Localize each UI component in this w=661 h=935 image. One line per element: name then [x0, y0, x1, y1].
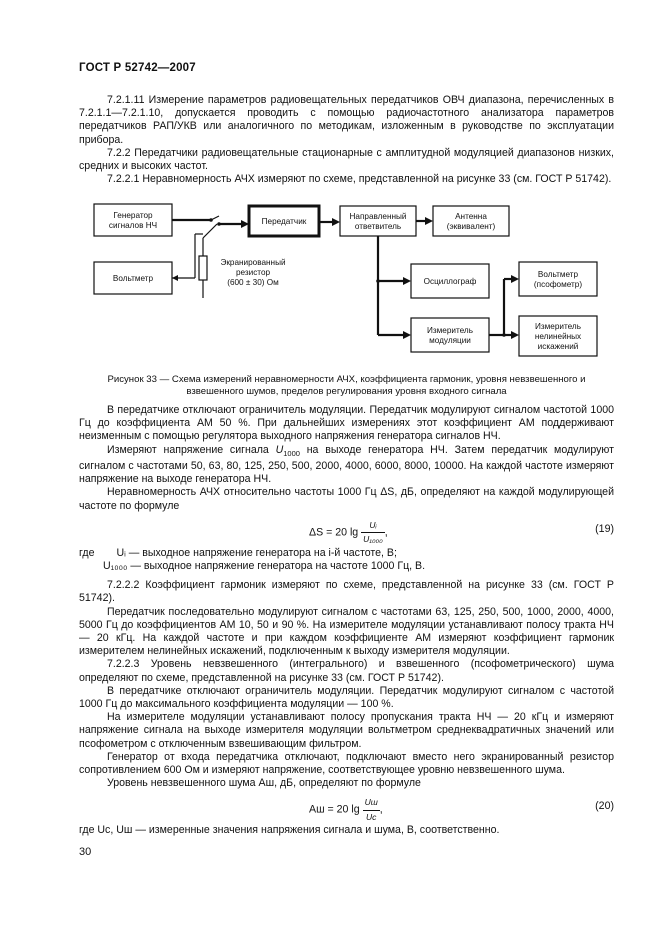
- paragraph-nonuniformity: Неравномерность АЧХ относительно частоты 1000 Гц ΔS, дБ, определяют на каждой модулирующей частоте по формуле: [79, 486, 614, 512]
- formula-19-fraction: [361, 519, 385, 546]
- label-transmitter: Передатчик: [261, 217, 307, 226]
- formula-20: [79, 790, 614, 824]
- label-mod-meter-1: Измеритель: [427, 326, 473, 335]
- arrow-to-voltmeter: [172, 275, 178, 281]
- page-number: 30: [79, 846, 92, 858]
- box-generator: [94, 204, 172, 236]
- box-antenna: [433, 206, 509, 236]
- paragraph-generator-off: Генератор от входа передатчика отключают, подключают вместо него экранированный резистор сопротивлением 600 Ом и измеряют напряжение, соответствующее уровню невзвешенного шума.: [79, 750, 614, 776]
- label-mod-meter-2: модуляции: [429, 336, 471, 345]
- paragraph-7-2-2-2: 7.2.2.2 Коэффициент гармоник измеряют по схеме, представленной на рисунке 33 (см. ГОСТ Р 51742).: [79, 579, 614, 605]
- label-distortion-3: искажений: [537, 342, 579, 351]
- label-antenna-2: (эквивалент): [446, 222, 496, 231]
- p5-end: на выходе генератора НЧ. Затем передатчик модулируют сигналом с частотами 50, 63, 80, 125, 250, 500, 2000, 4000, 6000, 8000, 10000. На каждой частоте измеряют напряжение на выходе генератора НЧ.: [79, 443, 614, 486]
- label-resistor-3: (600 ± 30) Ом: [227, 278, 279, 287]
- label-psofometer-1: Вольтметр: [537, 270, 579, 279]
- label-distortion-1: Измеритель: [535, 322, 581, 331]
- arrow-to-distortion: [511, 331, 519, 339]
- figure-caption: Рисунок 33 — Схема измерений неравномерности АЧХ, коэффициента гармоник, уровня невзвешенного и взвешенного шумов, пределов регулирования уровня входного сигнала: [107, 374, 586, 398]
- label-generator-2: сигналов НЧ: [108, 221, 158, 230]
- formula-20-fraction: [363, 796, 380, 823]
- paragraph-7-2-2: 7.2.2 Передатчики радиовещательные стационарные с амплитудной модуляцией диапазонов низких, средних и высоких частот.: [79, 146, 614, 173]
- paragraph-7-2-2-3: 7.2.2.3 Уровень невзвешенного (интегрального) и взвешенного (псофометрического) шума определяют по схеме, представленной на рисунке 33 (см. ГОСТ Р 51742).: [79, 658, 614, 684]
- formula-20-lhs: Aш = 20 lg: [309, 803, 360, 816]
- formula-20-number: (20): [595, 800, 614, 813]
- paragraph-limiter: В передатчике отключают ограничитель модуляции. Передатчик модулируют сигналом частотой 1000 Гц до коэффициента АМ 50 %. При дальнейших измерениях этот коэффициент АМ поддерживают неизменным с помощью регулятора выходного напряжения генератора сигналов НЧ.: [79, 404, 614, 443]
- figure-33-diagram: [79, 194, 614, 372]
- paragraph-measure-u1000: [79, 444, 614, 487]
- p5-symbol: U: [275, 443, 284, 456]
- arrow-to-mod-meter: [403, 331, 411, 339]
- text-block-main: [79, 404, 614, 838]
- arrow-to-psofometer: [511, 275, 519, 283]
- formula-20-numerator: Uш: [363, 796, 380, 810]
- document-header: ГОСТ Р 52742—2007: [79, 62, 196, 74]
- paragraph-harmonics: Передатчик последовательно модулируют сигналом с частотами 63, 125, 250, 500, 1000, 2000, 4000, 5000 Гц до коэффициентов АМ 10, 50 и 90 %. На измерителе модуляции устанавливают полосу тракта НЧ — 20 кГц. На каждой частоте и при каждом коэффициенте АМ измеряют коэффициент гармоник измерителем нелинейных искажений, подключенным к выходу измерителя модуляции.: [79, 605, 614, 658]
- p5-subscript: 1000: [283, 448, 300, 458]
- formula-19-number: (19): [595, 522, 614, 535]
- p5-start: Измеряют напряжение сигнала: [107, 443, 276, 456]
- where-word: где: [79, 546, 95, 559]
- label-voltmeter: Вольтметр: [112, 274, 154, 283]
- formula-19-tail: ,: [384, 526, 388, 539]
- label-oscilloscope: Осциллограф: [423, 277, 477, 286]
- where-line-3: где Uс, Uш — измеренные значения напряжения сигнала и шума, В, соответственно.: [79, 824, 500, 837]
- where-ui: Uᵢ — выходное напряжение генератора на i-й частоте, В;: [116, 546, 397, 559]
- label-coupler-2: ответвитель: [354, 222, 402, 231]
- box-mod-meter: [411, 318, 489, 352]
- label-antenna-1: Антенна: [455, 212, 487, 221]
- box-coupler: [340, 206, 416, 236]
- formula-19-numerator: Uᵢ: [361, 519, 385, 533]
- label-resistor-2: резистор: [235, 268, 271, 277]
- arrow-to-oscilloscope: [403, 277, 411, 285]
- where-line-2: U₁₀₀₀ — выходное напряжение генератора на частоте 1000 Гц, В.: [103, 559, 426, 572]
- formula-19: [79, 513, 614, 547]
- arrow-to-coupler: [332, 218, 340, 226]
- formula-19-denominator: U₁₀₀₀: [363, 533, 383, 544]
- paragraph-noise-level: Уровень невзвешенного шума Aш, дБ, определяют по формуле: [107, 777, 421, 790]
- formula-20-tail: ,: [379, 803, 383, 816]
- paragraph-7-2-2-1: 7.2.2.1 Неравномерность АЧХ измеряют по схеме, представленной на рисунке 33 (см. ГОСТ Р 51742).: [107, 173, 612, 186]
- formula-19-lhs: ΔS = 20 lg: [309, 526, 359, 539]
- label-resistor-1: Экранированный: [220, 258, 286, 267]
- label-psofometer-2: (псофометр): [533, 280, 583, 289]
- box-psofometer: [519, 262, 597, 296]
- label-distortion-2: нелинейных: [534, 332, 582, 341]
- paragraph-limiter-off: В передатчике отключают ограничитель модуляции. Передатчик модулируют сигналом с частотой 1000 Гц до максимального коэффициента модуляции — 100 %.: [79, 684, 614, 710]
- arrow-to-antenna: [425, 217, 433, 225]
- resistor-symbol: [199, 256, 207, 280]
- paragraph-bandwidth: На измерителе модуляции устанавливают полосу пропускания тракта НЧ — 20 кГц и измеряют напряжение сигнала на выходе измерителя модуляции вольтметром среднеквадратичных значений или псофометром с отключенным взвешивающим фильтром.: [79, 711, 614, 750]
- paragraph-7-2-1-11: 7.2.1.11 Измерение параметров радиовещательных передатчиков ОВЧ диапазона, перечисленных в 7.2.1.1—7.2.1.10, допускается проводить с помощью радиочастотного анализатора параметров передатчиков РАП/УКВ или аналогичного по методикам, изложенным в руководстве по эксплуатации прибора.: [79, 94, 614, 146]
- formula-20-denominator: Uс: [365, 811, 377, 822]
- label-generator-1: Генератор: [113, 211, 153, 220]
- label-coupler-1: Направленный: [349, 212, 407, 221]
- where-line-1: [79, 547, 614, 560]
- text-block-top: [79, 94, 614, 186]
